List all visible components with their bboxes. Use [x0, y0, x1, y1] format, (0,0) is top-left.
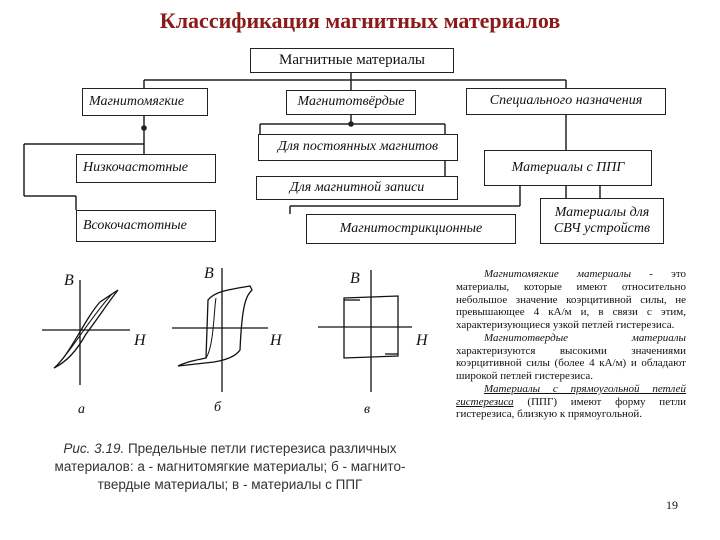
node-lowfreq: Низкочастотные — [76, 154, 216, 183]
node-root: Магнитные материалы — [250, 48, 454, 73]
panel-label-c: в — [364, 402, 371, 417]
node-svch: Материалы для СВЧ устройств — [540, 198, 664, 244]
axis-label-h-c: H — [416, 332, 428, 349]
description-text — [456, 268, 686, 421]
panel-label-b: б — [214, 400, 222, 415]
node-hard: Магнитотвёрдые — [286, 90, 416, 115]
node-highfreq: Всокочастотные — [76, 210, 216, 242]
caption-text: Предельные петли гистерезиса различных материалов: а - магнитомягкие материалы; б - магнито-твердые материалы; в - материалы с ППГ — [54, 441, 406, 493]
axis-label-b-c: B — [350, 270, 360, 287]
node-magnetostriction: Магнитострикционные — [306, 214, 516, 244]
paragraph-hard: Магнитотвердые материалы характеризуются высокими значениями коэрцитивной силы (более 4 кА/м) и обладают широкой петлей гистерезиса. — [456, 331, 686, 382]
node-recording: Для магнитной записи — [256, 176, 458, 200]
term-ppg: Материалы с прямоугольной петлей гистерезиса — [456, 382, 686, 408]
paragraph-soft: Магнитомягкие материалы - это материалы, которые имеют относительно небольшое значение коэрцитивной силы, не превышающее 4 кА/м и, в связи с этим, характеризующиеся узкой петлей гистерезиса. — [456, 268, 687, 331]
figure-caption — [40, 440, 420, 495]
panel-label-a: а — [78, 402, 85, 417]
node-special: Специального назначения — [466, 88, 666, 115]
axis-label-b-a: B — [64, 272, 74, 289]
page-number: 19 — [666, 498, 678, 512]
axis-label-h-b: H — [270, 332, 282, 349]
loop-a — [54, 290, 118, 368]
node-soft: Магнитомягкие — [82, 88, 208, 116]
node-ppg: Материалы с ППГ — [484, 150, 652, 186]
term-hard: Магнитотвердые материалы — [484, 331, 686, 344]
caption-lead: Рис. 3.19. — [63, 441, 125, 456]
term-soft: Магнитомягкие материалы — [484, 268, 632, 280]
loop-b — [178, 286, 252, 366]
paragraph-ppg: Материалы с прямоугольной петлей гистерезиса (ППГ) имеют форму петли гистерезиса, близкую к прямоугольной. — [456, 382, 686, 421]
axis-label-h-a: H — [134, 332, 146, 349]
axis-label-b-b: B — [204, 265, 214, 282]
slide-title: Классификация магнитных материалов — [159, 8, 561, 33]
node-permanent: Для постоянных магнитов — [258, 134, 458, 161]
